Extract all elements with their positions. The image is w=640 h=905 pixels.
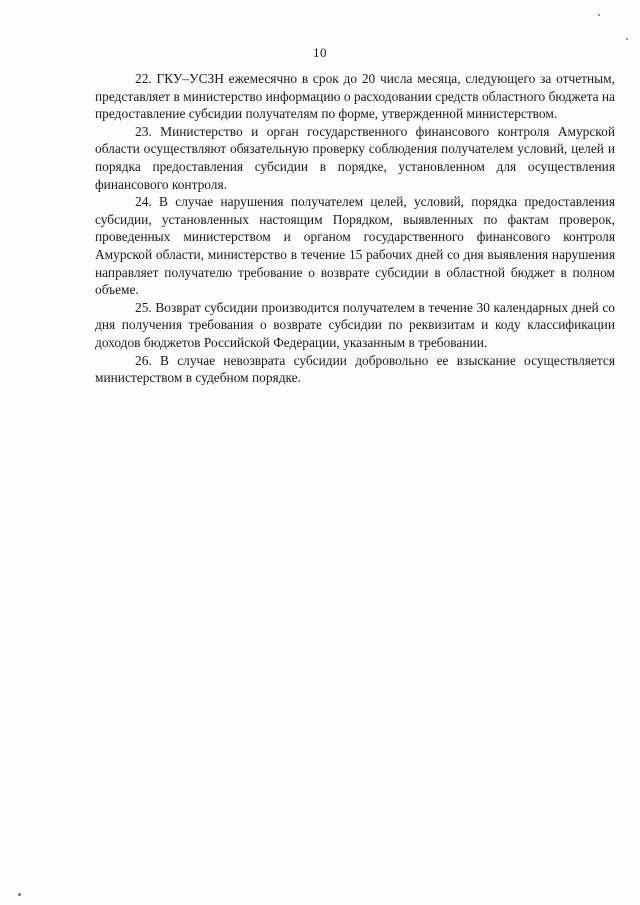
scan-speck xyxy=(626,38,628,40)
paragraph-22: 22. ГКУ–УСЗН ежемесячно в срок до 20 числа месяца, следующего за отчетным, представляет в министерство информацию о расходовании средств областного бюджета на предоставление субсидии получателям по форме, утвержденной министерством. xyxy=(95,71,615,122)
paragraph-26: 26. В случае невозврата субсидии добровольно ее взыскание осуществляется министерством в судебном порядке. xyxy=(95,352,615,386)
paragraph-24: 24. В случае нарушения получателем целей, условий, порядка предоставления субсидии, установленных настоящим Порядком, выявленных по фактам проверок, проведенных министерством и органом государственного финансового контроля Амурской области, министерство в течение 15 рабочих дней со дня выявления нарушения направляет получателю требование о возврате субсидии в областной бюджет в полном объеме. xyxy=(95,194,615,298)
page-number: 10 xyxy=(313,45,327,60)
scan-speck xyxy=(18,893,21,896)
paragraph-23: 23. Министерство и орган государственного финансового контроля Амурской области осуществляют обязательную проверку соблюдения получателем условий, целей и порядка предоставления субсидии в порядке, установленном для осуществления финансового контроля. xyxy=(95,123,615,192)
paragraph-25: 25. Возврат субсидии производится получателем в течение 30 календарных дней со дня получения требования о возврате субсидии по реквизитам и коду классификации доходов бюджетов Российской Федерации, указанным в требовании. xyxy=(95,299,615,350)
document-body xyxy=(95,70,615,387)
scan-speck xyxy=(598,14,600,16)
scan-noise xyxy=(40,520,600,770)
